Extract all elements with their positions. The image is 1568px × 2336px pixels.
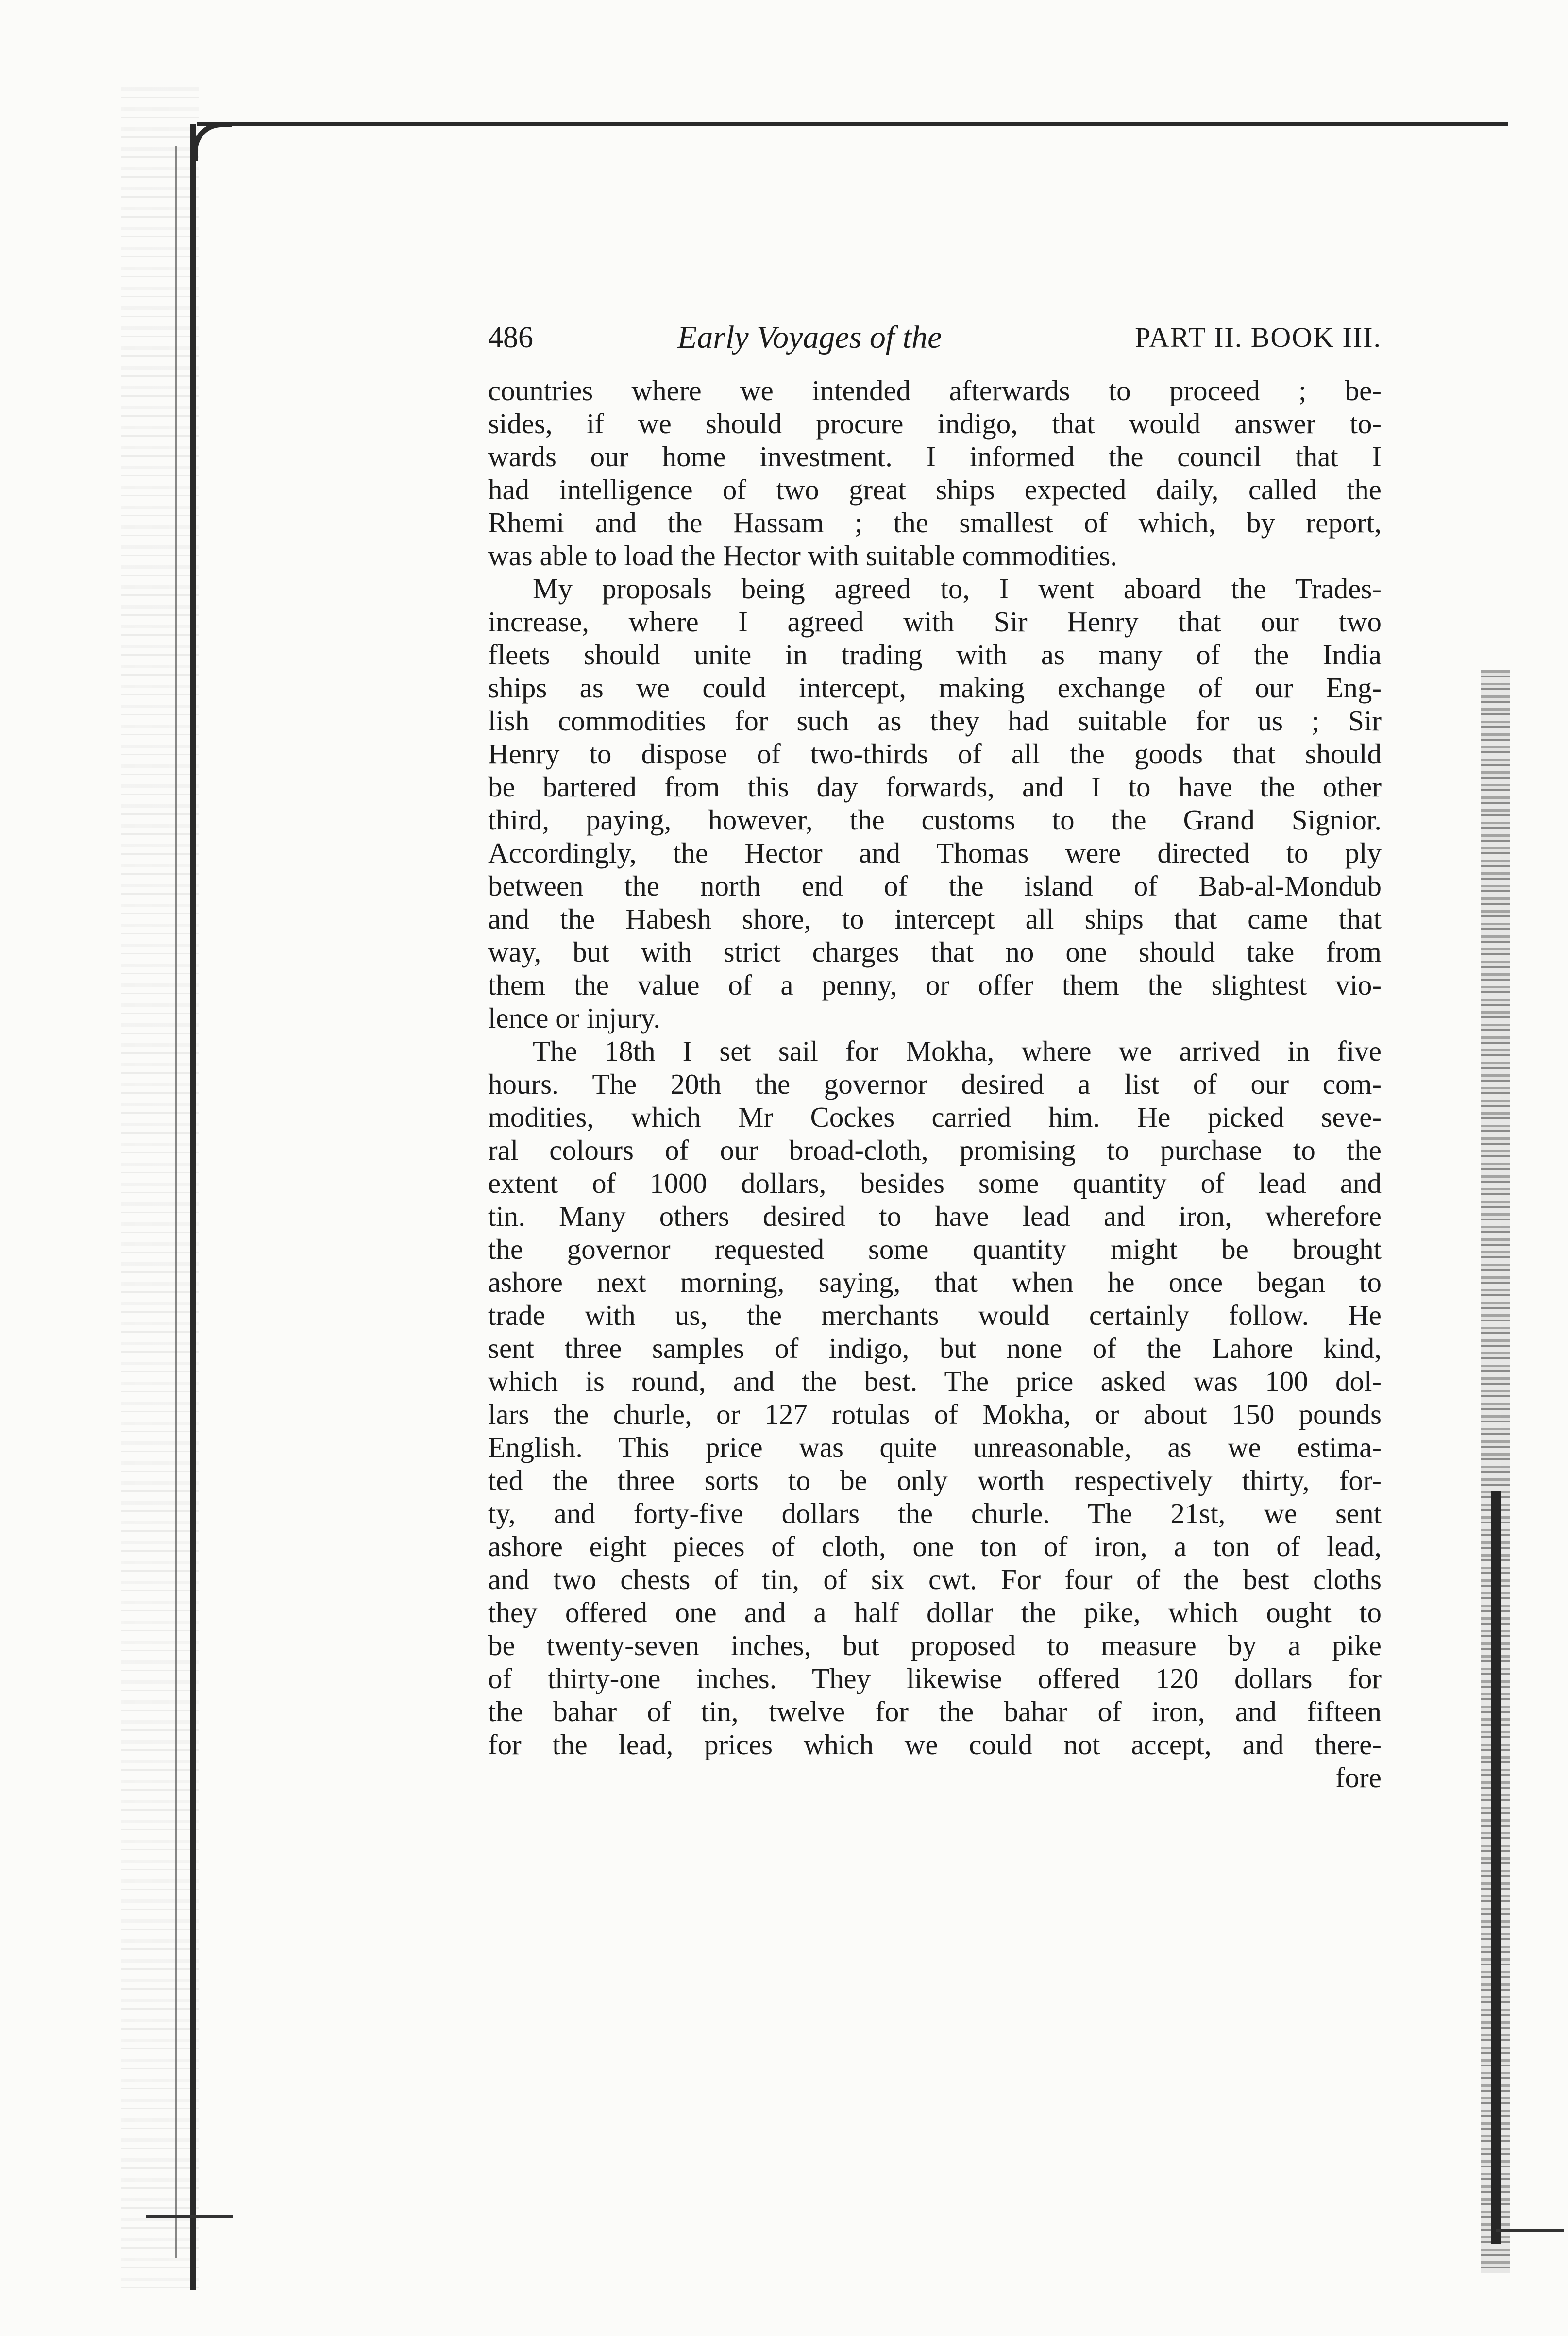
page-edge-shadow <box>175 146 177 2258</box>
text-line: which is round, and the best. The price asked was 100 dol- <box>488 1365 1382 1397</box>
scan-gutter-left <box>121 87 199 2292</box>
text-line: countries where we intended afterwards to proceed ; be- <box>488 374 1382 406</box>
text-line: way, but with strict charges that no one should take from <box>488 936 1382 968</box>
text-line: The 18th I set sail for Mokha, where we arrived in five <box>533 1035 1382 1067</box>
text-line: ty, and forty-five dollars the churle. The 21st, we sent <box>488 1497 1382 1529</box>
text-line: trade with us, the merchants would certainly follow. He <box>488 1299 1382 1331</box>
text-line: increase, where I agreed with Sir Henry that our two <box>488 606 1382 638</box>
text-line: them the value of a penny, or offer them the slightest vio- <box>488 969 1382 1001</box>
text-line: lish commodities for such as they had suitable for us ; Sir <box>488 705 1382 737</box>
page-number: 486 <box>488 321 533 354</box>
text-line: ral colours of our broad-cloth, promising to purchase to the <box>488 1134 1382 1166</box>
text-line: be bartered from this day forwards, and I to have the other <box>488 771 1382 803</box>
text-line: ted the three sorts to be only worth respectively thirty, for- <box>488 1464 1382 1496</box>
text-line: of thirty-one inches. They likewise offered 120 dollars for <box>488 1662 1382 1694</box>
catchword: fore <box>1335 1761 1382 1794</box>
text-line: wards our home investment. I informed the council that I <box>488 440 1382 473</box>
body-text <box>488 374 1382 1794</box>
running-header <box>488 311 1382 364</box>
text-line: tin. Many others desired to have lead and iron, wherefore <box>488 1200 1382 1232</box>
text-line: modities, which Mr Cockes carried him. He picked seve- <box>488 1101 1382 1133</box>
text-line: sent three samples of indigo, but none of the Lahore kind, <box>488 1332 1382 1364</box>
text-line: for the lead, prices which we could not accept, and there- <box>488 1728 1382 1760</box>
text-line: My proposals being agreed to, I went aboard the Trades- <box>533 573 1382 605</box>
text-line: ashore eight pieces of cloth, one ton of iron, a ton of lead, <box>488 1530 1382 1562</box>
part-book-label: PART II. BOOK III. <box>1135 322 1382 353</box>
text-line: lars the churle, or 127 rotulas of Mokha, or about 150 pounds <box>488 1398 1382 1430</box>
text-line: had intelligence of two great ships expected daily, called the <box>488 474 1382 506</box>
text-line: they offered one and a half dollar the pike, which ought to <box>488 1596 1382 1628</box>
text-line: Henry to dispose of two-thirds of all the goods that should <box>488 738 1382 770</box>
text-line: and the Habesh shore, to intercept all ships that came that <box>488 903 1382 935</box>
scan-mark-bottom-right <box>1496 2229 1564 2232</box>
text-line: between the north end of the island of Bab-al-Mondub <box>488 870 1382 902</box>
text-line: Accordingly, the Hector and Thomas were directed to ply <box>488 837 1382 869</box>
text-line: extent of 1000 dollars, besides some quantity of lead and <box>488 1167 1382 1199</box>
scan-mark-bottom-left <box>146 2215 233 2218</box>
text-line: the governor requested some quantity might be brought <box>488 1233 1382 1265</box>
text-line: was able to load the Hector with suitable commodities. <box>488 540 1118 572</box>
text-line: lence or injury. <box>488 1002 660 1034</box>
text-line: Rhemi and the Hassam ; the smallest of which, by report, <box>488 507 1382 539</box>
page-edge-top <box>197 122 1508 126</box>
text-line: be twenty-seven inches, but proposed to measure by a pike <box>488 1629 1382 1661</box>
running-title: Early Voyages of the <box>677 320 942 355</box>
text-line: ashore next morning, saying, that when he once began to <box>488 1266 1382 1298</box>
text-line: the bahar of tin, twelve for the bahar of iron, and fifteen <box>488 1695 1382 1727</box>
text-line: English. This price was quite unreasonable, as we estima- <box>488 1431 1382 1463</box>
text-line: third, paying, however, the customs to the Grand Signior. <box>488 804 1382 836</box>
text-line: ships as we could intercept, making exchange of our Eng- <box>488 672 1382 704</box>
text-line: sides, if we should procure indigo, that would answer to- <box>488 407 1382 440</box>
text-line: and two chests of tin, of six cwt. For four of the best cloths <box>488 1563 1382 1595</box>
text-line: hours. The 20th the governor desired a list of our com- <box>488 1068 1382 1100</box>
text-line: fleets should unite in trading with as many of the India <box>488 639 1382 671</box>
page-edge-right <box>1491 1491 1501 2244</box>
page-edge-left <box>190 124 196 2290</box>
